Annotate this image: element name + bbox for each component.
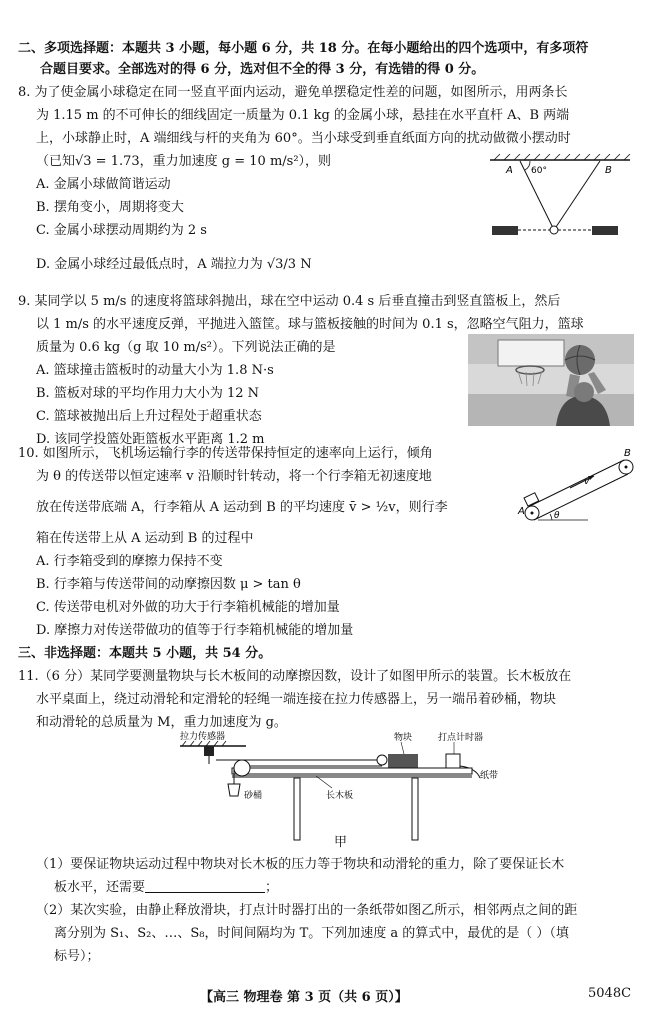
q11-fig-caption: 甲	[334, 835, 348, 850]
footer-code: 5048C	[588, 986, 632, 1001]
q11-part1-line1: （1）要保证物块运动过程中物块对长木板的压力等于物块和动滑轮的重力，除了要保证长木	[36, 857, 565, 872]
footer-page-info: 【高三 物理卷 第 3 页（共 6 页）】	[200, 990, 408, 1005]
q8-line1: 8. 为了使金属小球稳定在同一竖直平面内运动，避免单摆稳定性差的问题，如图所示，用两条长	[18, 85, 568, 100]
q8-option-c: C. 金属小球摆动周期约为 2 s	[36, 223, 207, 238]
q9-basketball-photo	[468, 334, 634, 426]
q8-pendulum-figure	[488, 154, 632, 244]
q11-part2-line2: 离分别为 S₁、S₂、…、S₈，时间间隔均为 T。下列加速度 a 的算式中，最优的是（ ）（填	[54, 926, 569, 941]
q11-part1-answer-blank[interactable]	[145, 879, 265, 893]
q11-part1-text: 板水平，还需要	[54, 880, 146, 895]
section3-title: 三、非选择题：本题共 5 小题，共 54 分。	[18, 646, 272, 661]
q9-line1: 9. 某同学以 5 m/s 的速度将篮球斜抛出，球在空中运动 0.4 s 后垂直撞击到竖直篮板上，然后	[18, 294, 561, 309]
q11-apparatus-figure	[176, 728, 506, 846]
q9-option-c: C. 篮球被抛出后上升过程处于超重状态	[36, 409, 262, 424]
q8-option-b: B. 摆角变小，周期将变大	[36, 200, 184, 215]
q11-fig-label-tape: 纸带	[480, 771, 499, 781]
q11-fig-label-bucket: 砂桶	[244, 791, 263, 801]
q10-option-b: B. 行李箱与传送带间的动摩擦因数 μ > tan θ	[36, 577, 301, 592]
q8-line3: 上，小球静止时，A 端细线与杆的夹角为 60°。当小球受到垂直纸面方向的扰动做微小摆动时	[36, 131, 571, 146]
section2-title: 二、多项选择题：本题共 3 小题，每小题 6 分，共 18 分。在每小题给出的四个选项中，有多项符	[18, 41, 589, 56]
q8-option-d: D. 金属小球经过最低点时，A 端拉力为 √3/3 N	[36, 257, 312, 272]
q9-option-d: D. 该同学投篮处距篮板水平距离 1.2 m	[36, 432, 265, 447]
q9-option-b: B. 篮板对球的平均作用力大小为 12 N	[36, 386, 259, 401]
q10-line3: 放在传送带底端 A，行李箱从 A 运动到 B 的平均速度 v̄ > ½v，则行李	[36, 500, 448, 515]
q10-option-c: C. 传送带电机对外做的功大于行李箱机械能的增加量	[36, 600, 340, 615]
q11-fig-label-board: 长木板	[326, 791, 354, 801]
section2-title-cont: 合题目要求。全部选对的得 6 分，选对但不全的得 3 分，有选错的得 0 分。	[40, 62, 485, 77]
q11-line3: 和动滑轮的总质量为 M，重力加速度为 g。	[36, 715, 287, 730]
q10-line4: 箱在传送带上从 A 运动到 B 的过程中	[36, 531, 254, 546]
q11-line2: 水平桌面上，绕过动滑轮和定滑轮的轻绳一端连接在拉力传感器上，另一端吊着砂桶，物块	[36, 692, 557, 707]
q11-fig-label-timer: 打点计时器	[438, 733, 484, 743]
q8-option-a: A. 金属小球做简谐运动	[36, 177, 171, 192]
q11-part1-line2: 板水平，还需要 ；	[54, 880, 279, 895]
q9-line2: 以 1 m/s 的水平速度反弹，平抛进入篮筐。球与篮板接触的时间为 0.1 s，忽略空气阻力，篮球	[36, 317, 584, 332]
q8-fig-label-b: B	[605, 165, 612, 176]
q8-line2: 为 1.15 m 的不可伸长的细线固定一质量为 0.1 kg 的金属小球，悬挂在水平直杆 A、B 两端	[36, 108, 570, 123]
q10-line1: 10. 如图所示，飞机场运输行李的传送带保持恒定的速率向上运行，倾角	[18, 446, 433, 461]
q11-fig-label-sensor: 拉力传感器	[180, 732, 226, 742]
q10-fig-label-theta: θ	[554, 511, 560, 521]
q10-option-d: D. 摩擦力对传送带做功的值等于行李箱机械能的增加量	[36, 623, 354, 638]
q9-option-a: A. 篮球撞击篮板时的动量大小为 1.8 N·s	[36, 363, 274, 378]
q10-line2: 为 θ 的传送带以恒定速率 v 沿顺时针转动，将一个行李箱无初速度地	[36, 469, 432, 484]
q10-conveyor-figure	[508, 448, 636, 534]
q8-fig-label-angle: 60°	[531, 166, 547, 176]
q10-fig-label-a: A	[518, 506, 525, 517]
q11-part2-line1: （2）某次实验，由静止释放滑块，打点计时器打出的一条纸带如图乙所示，相邻两点之间的距	[36, 903, 578, 918]
q11-part2-line3: 标号）；	[54, 949, 100, 964]
q11-line1: 11.（6 分）某同学要测量物块与长木板间的动摩擦因数，设计了如图甲所示的装置。长木板放在	[18, 669, 572, 684]
q10-fig-label-b: B	[624, 448, 631, 459]
q10-option-a: A. 行李箱受到的摩擦力保持不变	[36, 554, 223, 569]
q8-fig-label-a: A	[506, 165, 513, 176]
q9-line3: 质量为 0.6 kg（g 取 10 m/s²）。下列说法正确的是	[36, 340, 336, 355]
q8-line4: （已知√3 = 1.73，重力加速度 g = 10 m/s²），则	[36, 154, 332, 169]
q11-fig-label-block: 物块	[394, 733, 413, 743]
q10-fig-label-v: v	[584, 477, 590, 487]
